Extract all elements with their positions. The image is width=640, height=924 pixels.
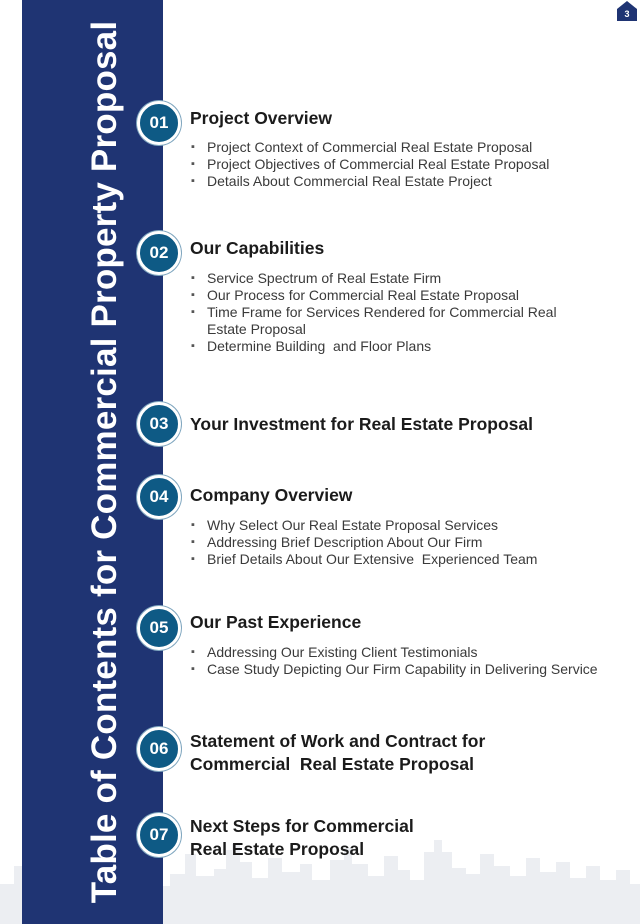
section-title: Our Past Experience <box>190 612 362 632</box>
section-title: Our Capabilities <box>190 238 325 258</box>
bullet-item: ▪ Our Process for Commercial Real Estate Proposal <box>190 287 557 304</box>
section-number-circle: 03 <box>137 402 181 446</box>
section-bullet-list <box>190 139 549 190</box>
section-number-circle: 05 <box>137 606 181 650</box>
bullet-item: ▪ Why Select Our Real Estate Proposal Services <box>190 517 537 534</box>
bullet-item: ▪ Addressing Brief Description About Our Firm <box>190 534 537 551</box>
bullet-item: ▪ Service Spectrum of Real Estate Firm <box>190 270 557 287</box>
section-title: Project Overview <box>190 108 333 128</box>
bullet-item: ▪ Case Study Depicting Our Firm Capability in Delivering Service <box>190 661 598 678</box>
section-bullet-list <box>190 517 537 568</box>
vertical-page-title: Table of Contents for Commercial Property Proposal <box>85 20 124 904</box>
bullet-item: ▪ Brief Details About Our Extensive Experienced Team <box>190 551 537 568</box>
bullet-item: ▪ Determine Building and Floor Plans <box>190 338 557 355</box>
section-bullet-list <box>190 644 598 678</box>
bullet-item: ▪ Project Context of Commercial Real Estate Proposal <box>190 139 549 156</box>
section-number-circle: 07 <box>137 813 181 857</box>
section-number-circle: 02 <box>137 231 181 275</box>
section-number-circle: 01 <box>137 101 181 145</box>
bullet-item: ▪ Time Frame for Services Rendered for Commercial Real Estate Proposal <box>190 304 557 338</box>
section-title: Company Overview <box>190 485 353 505</box>
bullet-item: ▪ Project Objectives of Commercial Real Estate Proposal <box>190 156 549 173</box>
section-title: Next Steps for Commercial Real Estate Proposal <box>190 816 414 859</box>
section-number-circle: 04 <box>137 475 181 519</box>
bullet-item: ▪ Details About Commercial Real Estate Project <box>190 173 549 190</box>
page-number: 3 <box>624 9 630 19</box>
bullet-item: ▪ Addressing Our Existing Client Testimonials <box>190 644 598 661</box>
section-number-circle: 06 <box>137 727 181 771</box>
section-title: Your Investment for Real Estate Proposal <box>190 414 533 434</box>
section-title: Statement of Work and Contract for Commercial Real Estate Proposal <box>190 731 486 774</box>
section-bullet-list <box>190 270 557 355</box>
